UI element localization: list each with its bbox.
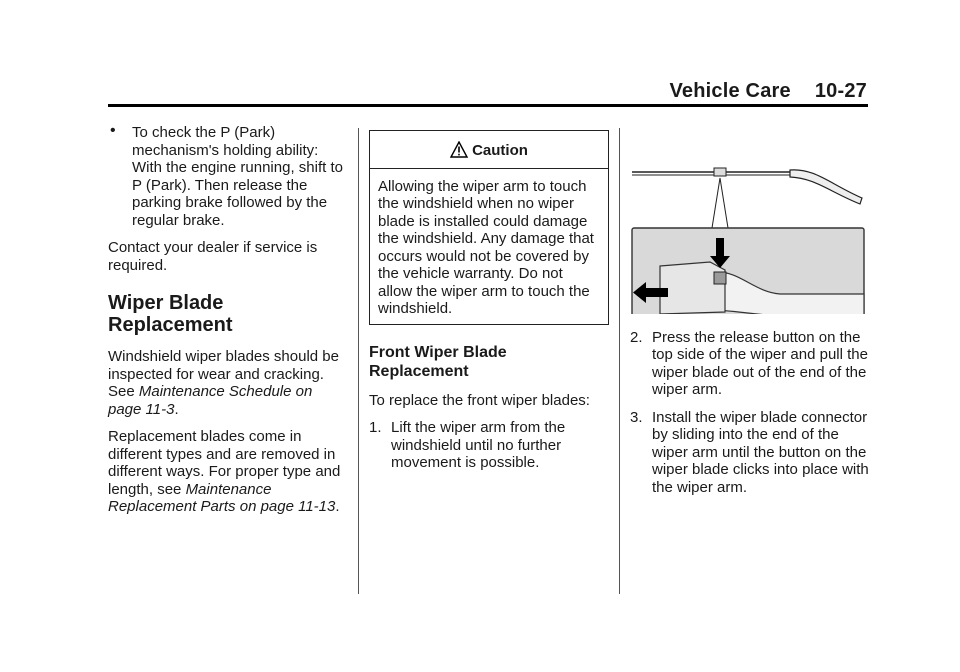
page-header (669, 80, 867, 103)
column-3 (630, 124, 870, 506)
section-title: Vehicle Care (669, 80, 791, 102)
caution-header (370, 131, 608, 169)
paragraph: Windshield wiper blades should be inspected for wear and cracking. See Maintenance Schedule on page 11-3. (108, 348, 339, 418)
bullet-icon: • (110, 122, 116, 139)
wiper-blade-illustration (630, 144, 866, 314)
caution-title: Caution (472, 142, 528, 159)
column-1 (108, 124, 348, 526)
paragraph: Replacement blades come in different types and are removed in different ways. For proper type and length, see Maintenance Replacement Parts on page 11-13. (108, 428, 341, 515)
step-text: Lift the wiper arm from the windshield until no further movement is possible. (391, 419, 566, 471)
page-number: 10-27 (814, 80, 867, 102)
list-item (108, 124, 348, 229)
column-divider (358, 128, 359, 594)
header-rule (108, 104, 868, 107)
subsection-heading: Front Wiper Blade Replacement (369, 343, 507, 380)
column-2 (369, 124, 609, 482)
list-item (630, 409, 870, 497)
contact-text: Contact your dealer if service is required. (108, 239, 318, 274)
section-heading: Wiper Blade Replacement (108, 292, 233, 336)
step-number: 2. (630, 328, 643, 346)
list-item (630, 329, 870, 399)
step-text: Install the wiper blade connector by sliding into the end of the wiper arm until the button on the wiper blade clicks into place with the wiper arm. (652, 408, 869, 496)
cross-reference[interactable]: Maintenance Schedule on page 11-3 (108, 383, 313, 418)
bullet-text: To check the P (Park) mechanism's holding ability: With the engine running, shift to P (Park). Then release the parking brake followed by the regular brake. (132, 124, 343, 229)
intro-text: To replace the front wiper blades: (369, 391, 590, 409)
step-number: 1. (369, 419, 382, 436)
caution-body: Allowing the wiper arm to touch the windshield when no wiper blade is installed could damage the windshield. Any damage that occurs would not be covered by the vehicle warranty. Do not allow the wiper arm to touch the windshield. (378, 177, 594, 317)
caution-box (369, 130, 609, 325)
list-item (369, 419, 609, 472)
step-number: 3. (630, 408, 643, 426)
column-divider (619, 128, 620, 594)
warning-icon (450, 141, 468, 158)
step-text: Press the release button on the top side of the wiper and pull the wiper blade out of the end of the wiper arm. (652, 328, 868, 398)
cross-reference[interactable]: Maintenance Replacement Parts on page 11-13 (108, 480, 336, 515)
